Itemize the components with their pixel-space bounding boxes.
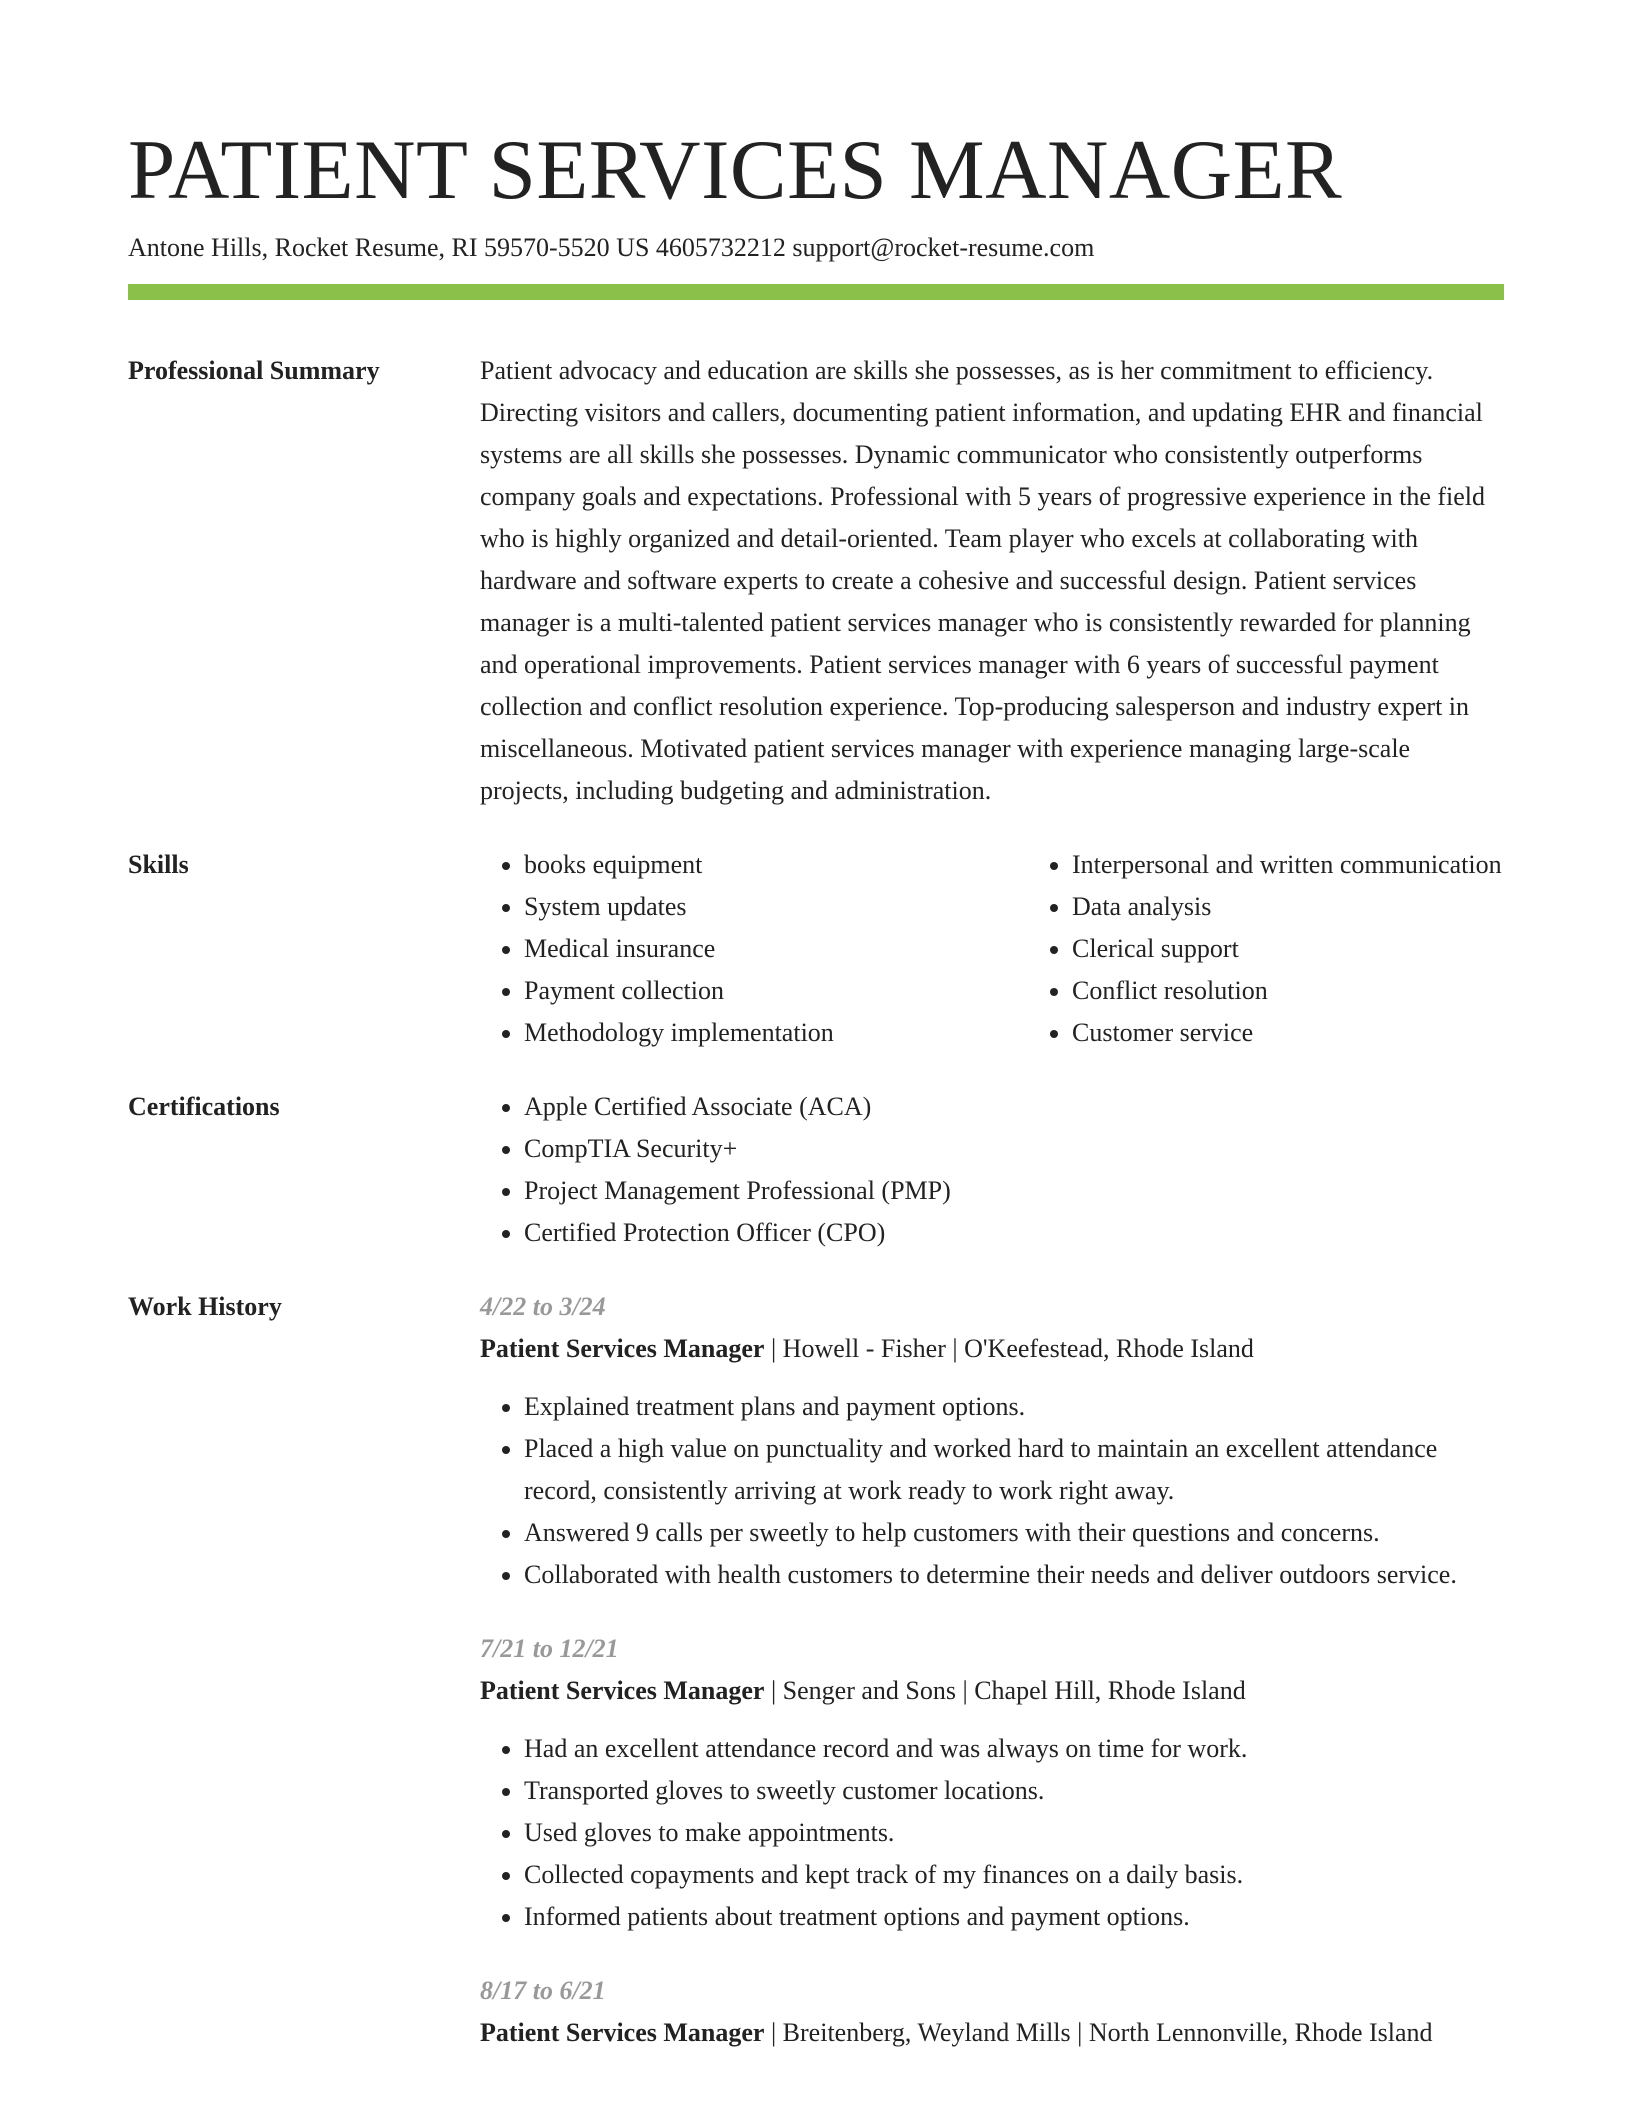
job-title: Patient Services Manager bbox=[480, 2018, 765, 2047]
skill-item: • books equipment bbox=[524, 844, 1028, 886]
certification-item: • CompTIA Security+ bbox=[524, 1128, 1504, 1170]
skill-item: • Interpersonal and written communication bbox=[1072, 844, 1576, 886]
job-header bbox=[480, 1670, 1504, 1712]
skill-item: • Conflict resolution bbox=[1072, 970, 1576, 1012]
job-bullets bbox=[480, 1386, 1504, 1596]
certification-item: • Project Management Professional (PMP) bbox=[524, 1170, 1504, 1212]
section-label-work-history: Work History bbox=[128, 1292, 282, 1321]
section-label-certifications: Certifications bbox=[128, 1092, 280, 1121]
job-employer-location: | Breitenberg, Weyland Mills | North Lennonville, Rhode Island bbox=[764, 2018, 1433, 2047]
skill-item: • Data analysis bbox=[1072, 886, 1576, 928]
work-history-section bbox=[128, 1286, 1504, 2086]
certification-item: • Certified Protection Officer (CPO) bbox=[524, 1212, 1504, 1254]
job-bullet: • Transported gloves to sweetly customer locations. bbox=[524, 1770, 1504, 1812]
job-bullet: • Collected copayments and kept track of my finances on a daily basis. bbox=[524, 1854, 1504, 1896]
job-bullets bbox=[480, 1728, 1504, 1938]
job-header bbox=[480, 2012, 1504, 2054]
job-bullet: • Explained treatment plans and payment options. bbox=[524, 1386, 1504, 1428]
job-employer-location: | Howell - Fisher | O'Keefestead, Rhode Island bbox=[764, 1334, 1254, 1363]
section-label-summary: Professional Summary bbox=[128, 356, 380, 385]
skills-columns bbox=[480, 844, 1576, 1054]
work-history-body bbox=[480, 1286, 1504, 2086]
certification-item: • Apple Certified Associate (ACA) bbox=[524, 1086, 1504, 1128]
job-title: Patient Services Manager bbox=[480, 1334, 765, 1363]
summary-body bbox=[480, 350, 1504, 812]
skill-item: • Payment collection bbox=[524, 970, 1028, 1012]
summary-text: Patient advocacy and education are skills she possesses, as is her commitment to efficiency. Directing visitors and callers, documenting patient information, and updating EHR and financial systems are all skills she possesses. Dynamic communicator who consistently outperforms company goals and expectations. Professional with 5 years of progressive experience in the field who is highly organized and detail-oriented. Team player who excels at collaborating with hardware and software experts to create a cohesive and successful design. Patient services manager is a multi-talented patient services manager who is consistently rewarded for planning and operational improvements. Patient services manager with 6 years of successful payment collection and conflict resolution experience. Top-producing salesperson and industry expert in miscellaneous. Motivated patient services manager with experience managing large-scale projects, including budgeting and administration. bbox=[480, 356, 1486, 805]
certifications-body bbox=[480, 1086, 1504, 1254]
contact-line: Antone Hills, Rocket Resume, RI 59570-5520 US 4605732212 support@rocket-resume.com bbox=[128, 233, 1095, 262]
job-dates: 7/21 to 12/21 bbox=[480, 1634, 619, 1663]
job-dates: 8/17 to 6/21 bbox=[480, 1976, 606, 2005]
job-dates: 4/22 to 3/24 bbox=[480, 1292, 606, 1321]
skill-item: • Customer service bbox=[1072, 1012, 1576, 1054]
skills-section bbox=[128, 844, 1504, 1054]
job-bullet: • Placed a high value on punctuality and worked hard to maintain an excellent attendance record, consistently arriving at work ready to work right away. bbox=[524, 1428, 1504, 1512]
job-entry bbox=[480, 1628, 1504, 1938]
summary-section bbox=[128, 350, 1504, 812]
job-entry bbox=[480, 1286, 1504, 1596]
skill-item: • System updates bbox=[524, 886, 1028, 928]
skill-item: • Methodology implementation bbox=[524, 1012, 1028, 1054]
accent-divider bbox=[128, 284, 1504, 300]
job-bullet: • Collaborated with health customers to determine their needs and deliver outdoors service. bbox=[524, 1554, 1504, 1596]
section-label-skills: Skills bbox=[128, 850, 189, 879]
skill-item: • Clerical support bbox=[1072, 928, 1576, 970]
job-bullet: • Had an excellent attendance record and was always on time for work. bbox=[524, 1728, 1504, 1770]
certifications-list bbox=[480, 1086, 1504, 1254]
certifications-section bbox=[128, 1086, 1504, 1254]
job-bullet: • Informed patients about treatment options and payment options. bbox=[524, 1896, 1504, 1938]
resume-title: PATIENT SERVICES MANAGER bbox=[128, 123, 1343, 217]
resume-page bbox=[128, 0, 1504, 2086]
skill-item: • Medical insurance bbox=[524, 928, 1028, 970]
job-employer-location: | Senger and Sons | Chapel Hill, Rhode Island bbox=[764, 1676, 1246, 1705]
job-header bbox=[480, 1328, 1504, 1370]
job-title: Patient Services Manager bbox=[480, 1676, 765, 1705]
job-entry bbox=[480, 1970, 1504, 2054]
skills-list-right bbox=[1028, 844, 1576, 1054]
skills-list-left bbox=[480, 844, 1028, 1054]
job-bullet: • Used gloves to make appointments. bbox=[524, 1812, 1504, 1854]
job-bullet: • Answered 9 calls per sweetly to help customers with their questions and concerns. bbox=[524, 1512, 1504, 1554]
